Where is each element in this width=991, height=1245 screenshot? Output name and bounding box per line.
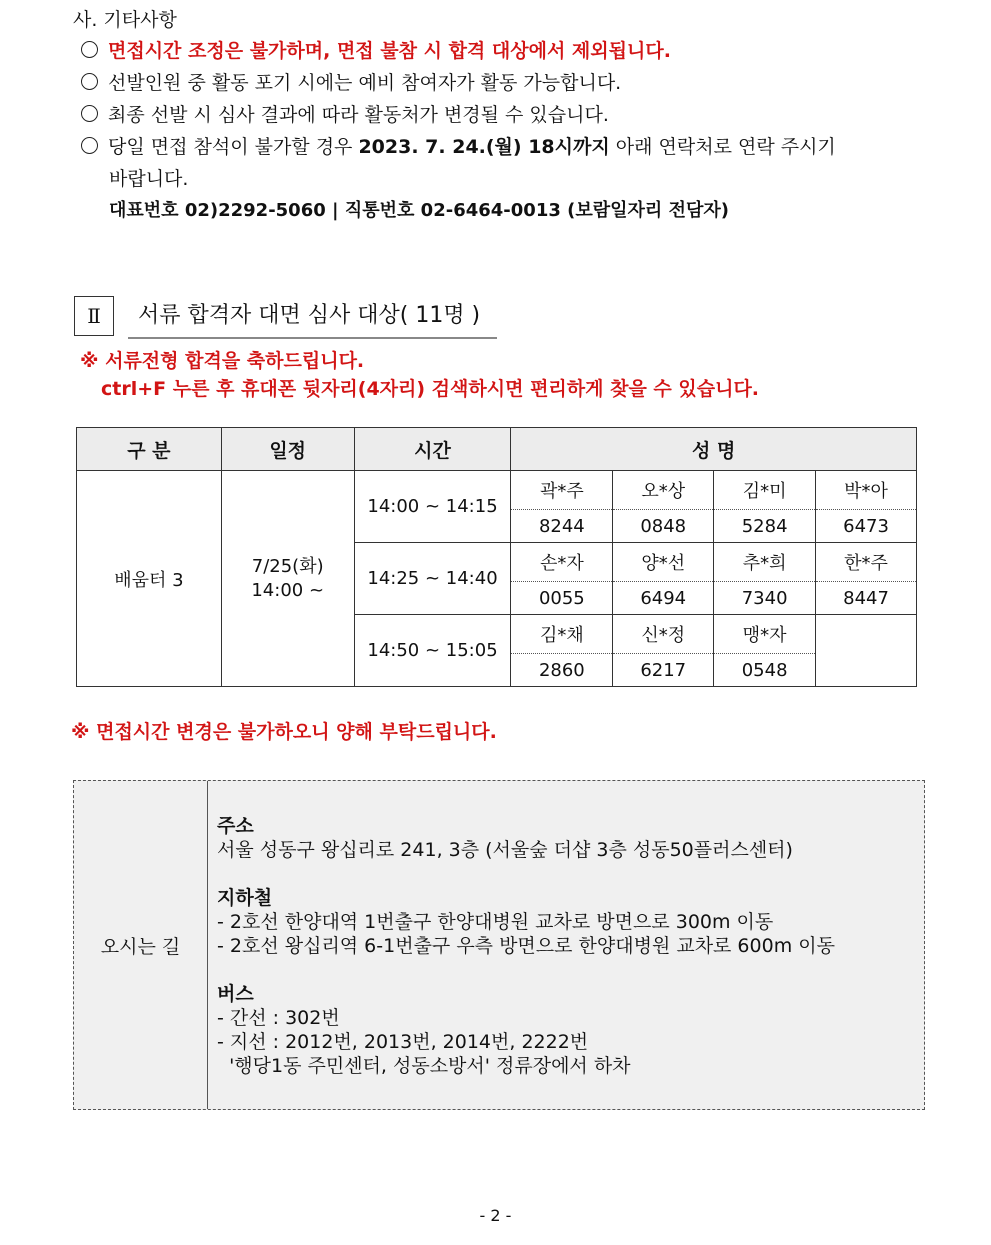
notice-congrats: ※ 서류전형 합격을 축하드립니다. [80,350,365,372]
phone-code-cell: 6473 [816,510,917,543]
notice-search-tip: ctrl+F 누른 후 휴대폰 뒷자리(4자리) 검색하시면 편리하게 찾을 수 있습니다. [101,378,760,400]
start-time-line: 14:00 ~ [251,579,325,601]
category-cell: 배움터 3 [77,471,222,687]
circle-bullet-icon [81,105,98,122]
name-cell: 오*상 [613,471,714,510]
circle-bullet-icon [81,73,98,90]
address-heading: 주소 [217,815,254,837]
time-cell: 14:00 ~ 14:15 [354,471,511,543]
section-underline [128,337,497,339]
name-cell: 맹*자 [714,615,816,654]
misc-item-3: 최종 선발 시 심사 결과에 따라 활동처가 변경될 수 있습니다. [81,104,609,126]
table-header-row [77,428,917,471]
subway-route: - 2호선 한양대역 1번출구 한양대병원 교차로 방면으로 300m 이동 [217,911,774,933]
table-row [77,471,917,510]
phone-code-cell: 6217 [613,654,714,687]
misc-item-4-cont: 바랍니다. [109,168,189,190]
header-category: 구 분 [77,428,222,471]
bus-heading: 버스 [217,983,254,1005]
name-cell: 한*주 [816,543,917,582]
directions-box [73,780,925,1110]
name-cell: 김*미 [714,471,816,510]
phone-code-cell: 2860 [511,654,613,687]
name-cell: 김*채 [511,615,613,654]
time-cell: 14:25 ~ 14:40 [354,543,511,615]
section-title: 서류 합격자 대면 심사 대상( 11명 ) [138,303,481,328]
header-date: 일정 [221,428,354,471]
name-cell: 추*희 [714,543,816,582]
circle-bullet-icon [81,41,98,58]
misc-item-2: 선발인원 중 활동 포기 시에는 예비 참여자가 활동 가능합니다. [81,72,621,94]
misc-item-1: 면접시간 조정은 불가하며, 면접 불참 시 합격 대상에서 제외됩니다. [81,40,671,62]
name-cell: 양*선 [613,543,714,582]
bus-route: - 간선 : 302번 [217,1007,340,1029]
circle-bullet-icon [81,137,98,154]
name-cell: 신*정 [613,615,714,654]
subway-heading: 지하철 [217,887,273,909]
schedule-table [76,427,917,687]
misc-item-4: 당일 면접 참석이 불가할 경우 2023. 7. 24.(월) 18시까지 아래 연락처로 연락 주시기 [81,136,836,158]
name-cell: 박*아 [816,471,917,510]
misc-heading: 사. 기타사항 [73,9,177,31]
name-cell: 손*자 [511,543,613,582]
section-number: Ⅱ [74,296,114,336]
directions-label: 오시는 길 [74,781,208,1109]
empty-cell [816,615,917,687]
phone-code-cell: 8447 [816,582,917,615]
time-cell: 14:50 ~ 15:05 [354,615,511,687]
date-cell [221,471,354,687]
phone-code-cell: 0848 [613,510,714,543]
phone-code-cell: 8244 [511,510,613,543]
contact-numbers: 대표번호 02)2292-5060 | 직통번호 02-6464-0013 (보람일자리 전담자) [109,200,729,221]
header-time: 시간 [354,428,511,471]
phone-code-cell: 7340 [714,582,816,615]
directions-body [217,814,835,1078]
phone-code-cell: 0548 [714,654,816,687]
date-line: 7/25(화) [251,555,324,577]
page-number: - 2 - [479,1206,512,1225]
phone-code-cell: 6494 [613,582,714,615]
address-text: 서울 성동구 왕십리로 241, 3층 (서울숲 더샵 3층 성동50플러스센터) [217,839,793,861]
bus-route: - 지선 : 2012번, 2013번, 2014번, 2222번 [217,1031,589,1053]
name-cell: 곽*주 [511,471,613,510]
phone-code-cell: 0055 [511,582,613,615]
header-name: 성 명 [511,428,917,471]
notice-no-change: ※ 면접시간 변경은 불가하오니 양해 부탁드립니다. [71,721,497,743]
bus-stop: '행당1동 주민센터, 성동소방서' 정류장에서 하차 [217,1055,631,1077]
subway-route: - 2호선 왕십리역 6-1번출구 우측 방면으로 한양대병원 교차로 600m 이동 [217,935,835,957]
phone-code-cell: 5284 [714,510,816,543]
